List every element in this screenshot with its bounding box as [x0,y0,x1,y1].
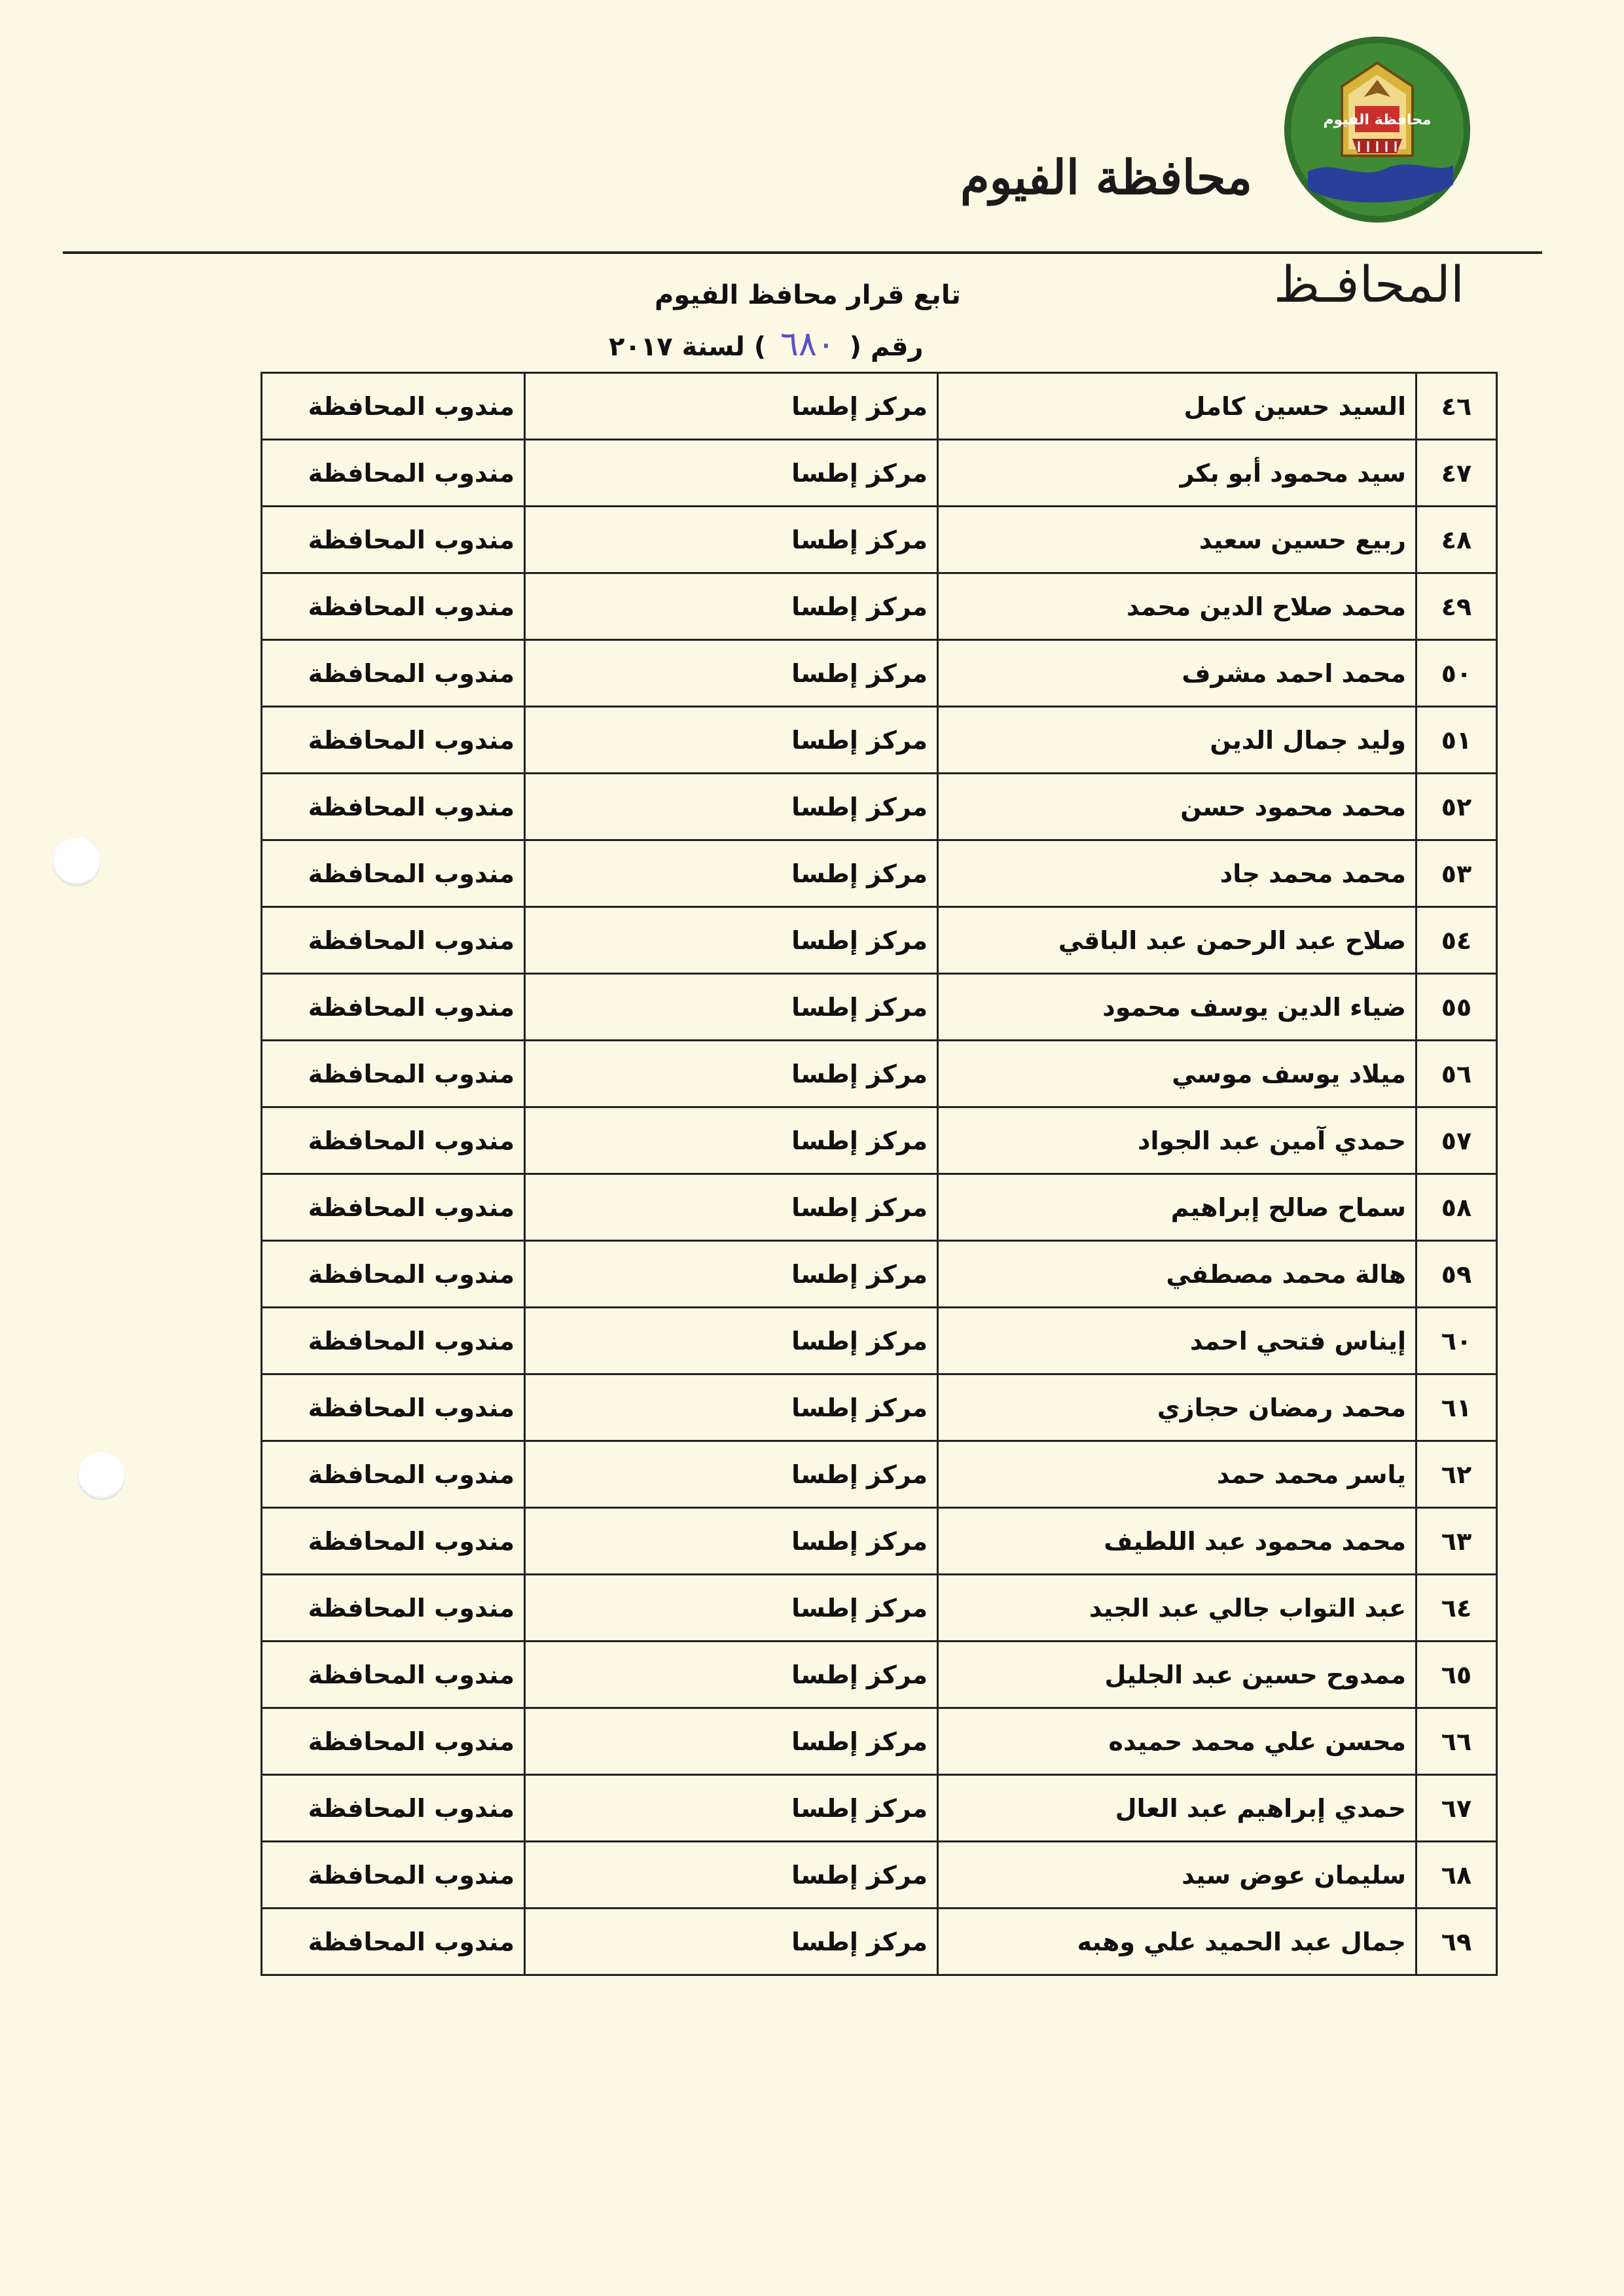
role-title: مندوب المحافظة [262,1174,525,1241]
district-center: مركز إطسا [525,1775,938,1842]
district-center: مركز إطسا [525,573,938,640]
row-number: ٥٦ [1416,1041,1497,1107]
role-title: مندوب المحافظة [262,1575,525,1641]
row-number: ٥٢ [1416,774,1497,840]
person-name: إيناس فتحي احمد [938,1308,1416,1374]
person-name: ضياء الدين يوسف محمود [938,974,1416,1041]
row-number: ٥٨ [1416,1174,1497,1241]
district-center: مركز إطسا [525,1909,938,1975]
role-title: مندوب المحافظة [262,774,525,840]
row-number: ٤٩ [1416,573,1497,640]
table-row [262,1107,1497,1174]
table-row [262,974,1497,1041]
district-center: مركز إطسا [525,1308,938,1374]
district-center: مركز إطسا [525,440,938,507]
district-center: مركز إطسا [525,974,938,1041]
role-title: مندوب المحافظة [262,840,525,907]
office-title: المحافـظ [1273,255,1464,314]
role-title: مندوب المحافظة [262,1909,525,1975]
decree-number: ٦٨٠ [780,325,835,364]
row-number: ٥٣ [1416,840,1497,907]
row-number: ٦٢ [1416,1441,1497,1508]
person-name: ميلاد يوسف موسي [938,1041,1416,1107]
row-number: ٦٩ [1416,1909,1497,1975]
person-name: سليمان عوض سيد [938,1842,1416,1909]
table-body [262,373,1497,1975]
role-title: مندوب المحافظة [262,1641,525,1708]
person-name: محمد محمود حسن [938,774,1416,840]
table-row [262,640,1497,707]
decree-reference [609,325,924,364]
table-row [262,907,1497,974]
role-title: مندوب المحافظة [262,707,525,774]
table-row [262,507,1497,573]
person-name: محمد محمد جاد [938,840,1416,907]
person-name: محمد محمود عبد اللطيف [938,1508,1416,1575]
district-center: مركز إطسا [525,1708,938,1775]
role-title: مندوب المحافظة [262,1775,525,1842]
district-center: مركز إطسا [525,1107,938,1174]
district-center: مركز إطسا [525,1441,938,1508]
person-name: محسن علي محمد حميده [938,1708,1416,1775]
table-row [262,1374,1497,1441]
table-row [262,840,1497,907]
district-center: مركز إطسا [525,1374,938,1441]
role-title: مندوب المحافظة [262,1708,525,1775]
header-divider [63,251,1542,254]
district-center: مركز إطسا [525,840,938,907]
role-title: مندوب المحافظة [262,1374,525,1441]
district-center: مركز إطسا [525,507,938,573]
district-center: مركز إطسا [525,1241,938,1308]
role-title: مندوب المحافظة [262,1041,525,1107]
row-number: ٥٤ [1416,907,1497,974]
role-title: مندوب المحافظة [262,1308,525,1374]
district-center: مركز إطسا [525,707,938,774]
district-center: مركز إطسا [525,1842,938,1909]
row-number: ٦٣ [1416,1508,1497,1575]
row-number: ٦٠ [1416,1308,1497,1374]
table-row [262,1775,1497,1842]
person-name: ربيع حسين سعيد [938,507,1416,573]
role-title: مندوب المحافظة [262,507,525,573]
punch-hole [52,838,101,886]
district-center: مركز إطسا [525,774,938,840]
role-title: مندوب المحافظة [262,974,525,1041]
table-row [262,1174,1497,1241]
row-number: ٥٠ [1416,640,1497,707]
row-number: ٥٩ [1416,1241,1497,1308]
table-row [262,1508,1497,1575]
table-row [262,1708,1497,1775]
district-center: مركز إطسا [525,1508,938,1575]
table-row [262,774,1497,840]
person-name: ياسر محمد حمد [938,1441,1416,1508]
governorate-seal-logo [1282,34,1473,225]
table-row [262,573,1497,640]
district-center: مركز إطسا [525,373,938,440]
representatives-table [261,372,1498,1976]
row-number: ٥٧ [1416,1107,1497,1174]
role-title: مندوب المحافظة [262,640,525,707]
row-number: ٦٧ [1416,1775,1497,1842]
table-row [262,1641,1497,1708]
district-center: مركز إطسا [525,1641,938,1708]
table-row [262,1241,1497,1308]
row-number: ٦٨ [1416,1842,1497,1909]
table-row [262,707,1497,774]
person-name: صلاح عبد الرحمن عبد الباقي [938,907,1416,974]
district-center: مركز إطسا [525,1174,938,1241]
person-name: سيد محمود أبو بكر [938,440,1416,507]
decree-title: تابع قرار محافظ الفيوم [655,280,961,310]
person-name: عبد التواب جالي عبد الجيد [938,1575,1416,1641]
person-name: محمد احمد مشرف [938,640,1416,707]
row-number: ٦٥ [1416,1641,1497,1708]
row-number: ٥١ [1416,707,1497,774]
table-row [262,1441,1497,1508]
role-title: مندوب المحافظة [262,907,525,974]
district-center: مركز إطسا [525,907,938,974]
person-name: جمال عبد الحميد علي وهبه [938,1909,1416,1975]
row-number: ٦١ [1416,1374,1497,1441]
table-row [262,1842,1497,1909]
person-name: السيد حسين كامل [938,373,1416,440]
row-number: ٦٤ [1416,1575,1497,1641]
punch-hole [77,1452,126,1500]
role-title: مندوب المحافظة [262,1842,525,1909]
person-name: سماح صالح إبراهيم [938,1174,1416,1241]
decree-prefix: رقم ( [849,332,924,362]
district-center: مركز إطسا [525,1575,938,1641]
table-row [262,373,1497,440]
governorate-name: محافظة الفيوم [960,149,1252,205]
table-row [262,1308,1497,1374]
seal-inscription: محافظة الفيوم [1323,112,1432,128]
row-number: ٤٧ [1416,440,1497,507]
person-name: محمد رمضان حجازي [938,1374,1416,1441]
table-row [262,1909,1497,1975]
person-name: محمد صلاح الدين محمد [938,573,1416,640]
role-title: مندوب المحافظة [262,373,525,440]
row-number: ٥٥ [1416,974,1497,1041]
row-number: ٦٦ [1416,1708,1497,1775]
person-name: حمدي آمين عبد الجواد [938,1107,1416,1174]
district-center: مركز إطسا [525,1041,938,1107]
role-title: مندوب المحافظة [262,573,525,640]
table-row [262,1041,1497,1107]
role-title: مندوب المحافظة [262,440,525,507]
person-name: وليد جمال الدين [938,707,1416,774]
role-title: مندوب المحافظة [262,1107,525,1174]
table-row [262,440,1497,507]
person-name: هالة محمد مصطفي [938,1241,1416,1308]
table-row [262,1575,1497,1641]
role-title: مندوب المحافظة [262,1441,525,1508]
role-title: مندوب المحافظة [262,1508,525,1575]
row-number: ٤٦ [1416,373,1497,440]
row-number: ٤٨ [1416,507,1497,573]
decree-suffix: ) لسنة ٢٠١٧ [609,332,767,362]
person-name: ممدوح حسين عبد الجليل [938,1641,1416,1708]
person-name: حمدي إبراهيم عبد العال [938,1775,1416,1842]
role-title: مندوب المحافظة [262,1241,525,1308]
district-center: مركز إطسا [525,640,938,707]
